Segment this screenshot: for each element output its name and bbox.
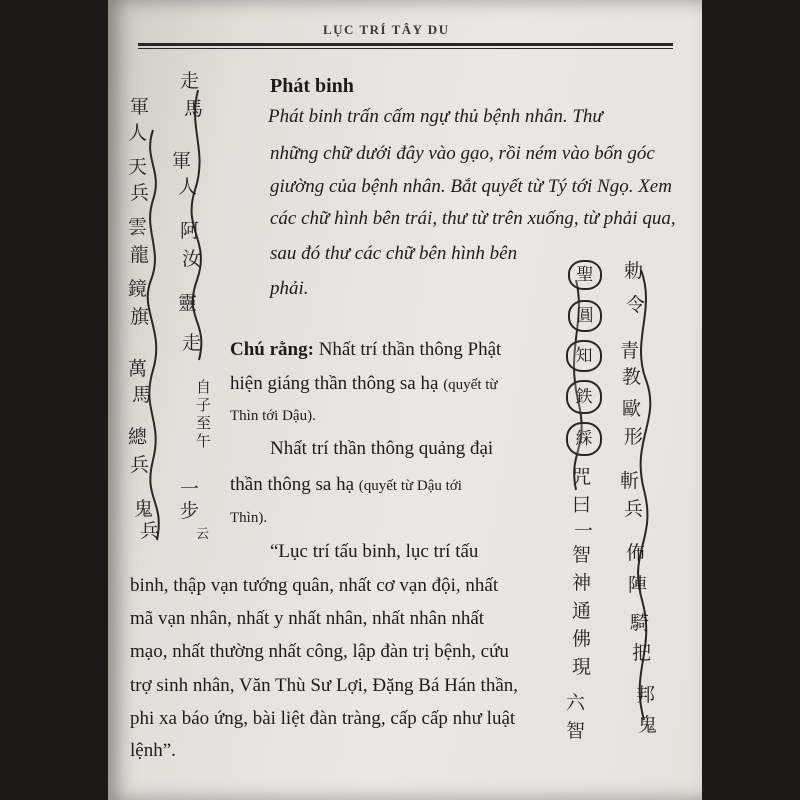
incantation-line: binh, thập vạn tướng quân, nhất cơ vạn đội, nhất: [130, 575, 499, 596]
note-label: Chú rằng:: [230, 339, 314, 360]
talisman-glyph: 勅: [624, 260, 644, 282]
section-heading: Phát binh: [270, 75, 354, 97]
talisman-glyph: 兵: [624, 498, 644, 520]
talisman-glyph: 兵: [130, 454, 150, 476]
talisman-glyph: 總: [128, 426, 148, 448]
talisman-glyph: 馬: [132, 384, 152, 406]
talisman-glyph: 邦: [636, 684, 656, 706]
book-page: [108, 0, 702, 800]
incantation-line: trợ sinh nhân, Văn Thù Sư Lợi, Đặng Bá Hán thần,: [130, 675, 519, 696]
talisman-glyph: 通: [572, 600, 592, 622]
talisman-glyph: 走: [182, 332, 202, 354]
talisman-glyph: 智: [566, 720, 586, 742]
talisman-glyph: 軍: [130, 96, 150, 118]
talisman-seal: 綵: [566, 422, 602, 456]
note-line: [230, 373, 498, 395]
talisman-glyph: 鬼: [638, 714, 658, 736]
note-small-text: (quyết từ Dậu tới: [358, 478, 462, 494]
talisman-glyph: 現: [572, 656, 592, 678]
intro-line: phải.: [270, 278, 309, 299]
incantation-line: “Lục trí tấu binh, lục trí tấu: [270, 541, 479, 562]
talisman-glyph: 走: [180, 70, 200, 92]
incantation-line: lệnh”.: [130, 740, 176, 761]
talisman-seal: 圓: [568, 300, 602, 332]
talisman-glyph: 一: [574, 520, 594, 542]
talisman-glyph: 神: [572, 572, 592, 594]
note-small-text: (quyết từ: [443, 377, 498, 393]
talisman-annotation: 至: [196, 414, 212, 432]
talisman-glyph: 兵: [130, 182, 150, 204]
note-line: [230, 339, 501, 361]
talisman-glyph: 人: [178, 176, 198, 198]
talisman-glyph: 馬: [184, 98, 204, 120]
talisman-glyph: 鏡: [128, 278, 148, 300]
talisman-glyph: 一: [180, 478, 200, 500]
intro-line: sau đó thư các chữ bên hình bên: [270, 243, 518, 264]
incantation-line: mạo, nhất thường nhất công, lập đàn trị bệnh, cứu: [130, 641, 509, 662]
talisman-seal: 鉄: [566, 380, 602, 414]
note-line: Nhất trí thần thông quảng đại: [270, 438, 494, 459]
talisman-glyph: 騎: [630, 612, 650, 634]
talisman-glyph: 令: [626, 294, 646, 316]
note-text: thần thông sa hạ: [230, 474, 359, 495]
note-text: Nhất trí thần thông Phật: [313, 339, 502, 360]
talisman-glyph: 把: [632, 642, 652, 664]
talisman-glyph: 六: [566, 692, 586, 714]
talisman-glyph: 青: [620, 340, 640, 362]
note-small-line: Thìn tới Dậu).: [230, 408, 316, 424]
talisman-glyph: 咒: [572, 466, 592, 488]
talisman-annotation: 云: [196, 527, 210, 542]
talisman-glyph: 兵: [140, 520, 160, 542]
talisman-glyph: 曰: [572, 494, 592, 516]
header-rule: [138, 43, 673, 49]
talisman-glyph: 靈: [178, 292, 198, 314]
running-head: LỤC TRÍ TÂY DU: [323, 22, 450, 37]
note-line: [230, 474, 462, 496]
intro-line: Phát binh trấn cấm ngự thủ bệnh nhân. Thư: [268, 106, 603, 127]
talisman-glyph: 形: [624, 426, 644, 448]
talisman-glyph: 智: [572, 544, 592, 566]
talisman-glyph: 旗: [130, 306, 150, 328]
talisman-seal: 知: [566, 340, 602, 372]
talisman-glyph: 陣: [628, 574, 648, 596]
note-text: hiện giáng thần thông sa hạ: [230, 373, 444, 394]
note-small-line: Thìn).: [230, 510, 268, 526]
talisman-annotation: 午: [196, 432, 212, 450]
talisman-glyph: 龍: [130, 244, 150, 266]
talisman-annotation: 子: [196, 396, 212, 414]
talisman-glyph: 萬: [128, 358, 148, 380]
talisman-glyph: 人: [128, 122, 148, 144]
talisman-glyph: 天: [128, 156, 148, 178]
talisman-glyph: 雲: [128, 216, 148, 238]
talisman-glyph: 阿: [180, 220, 200, 242]
talisman-annotation: 自: [196, 378, 212, 396]
intro-line: giường của bệnh nhân. Bắt quyết từ Tý tới Ngọ. Xem: [270, 176, 672, 197]
incantation-line: mã vạn nhân, nhất y nhất nhân, nhất nhân nhất: [130, 608, 485, 629]
intro-line: những chữ dưới đây vào gạo, rồi ném vào bốn góc: [270, 143, 655, 164]
talisman-glyph: 佛: [572, 628, 592, 650]
talisman-glyph: 教: [622, 366, 642, 388]
talisman-seal: 聖: [568, 260, 602, 290]
talisman-glyph: 歐: [622, 398, 642, 420]
talisman-glyph: 汝: [182, 248, 202, 270]
talisman-glyph: 軍: [172, 150, 192, 172]
talisman-glyph: 斬: [620, 470, 640, 492]
intro-line: các chữ hình bên trái, thư từ trên xuống, từ phải qua,: [270, 208, 676, 229]
talisman-glyph: 鬼: [134, 498, 154, 520]
incantation-line: phi xa báo ứng, bài liệt đàn tràng, cấp cấp như luật: [130, 708, 516, 729]
talisman-glyph: 步: [180, 500, 200, 522]
talisman-glyph: 佈: [626, 542, 646, 564]
